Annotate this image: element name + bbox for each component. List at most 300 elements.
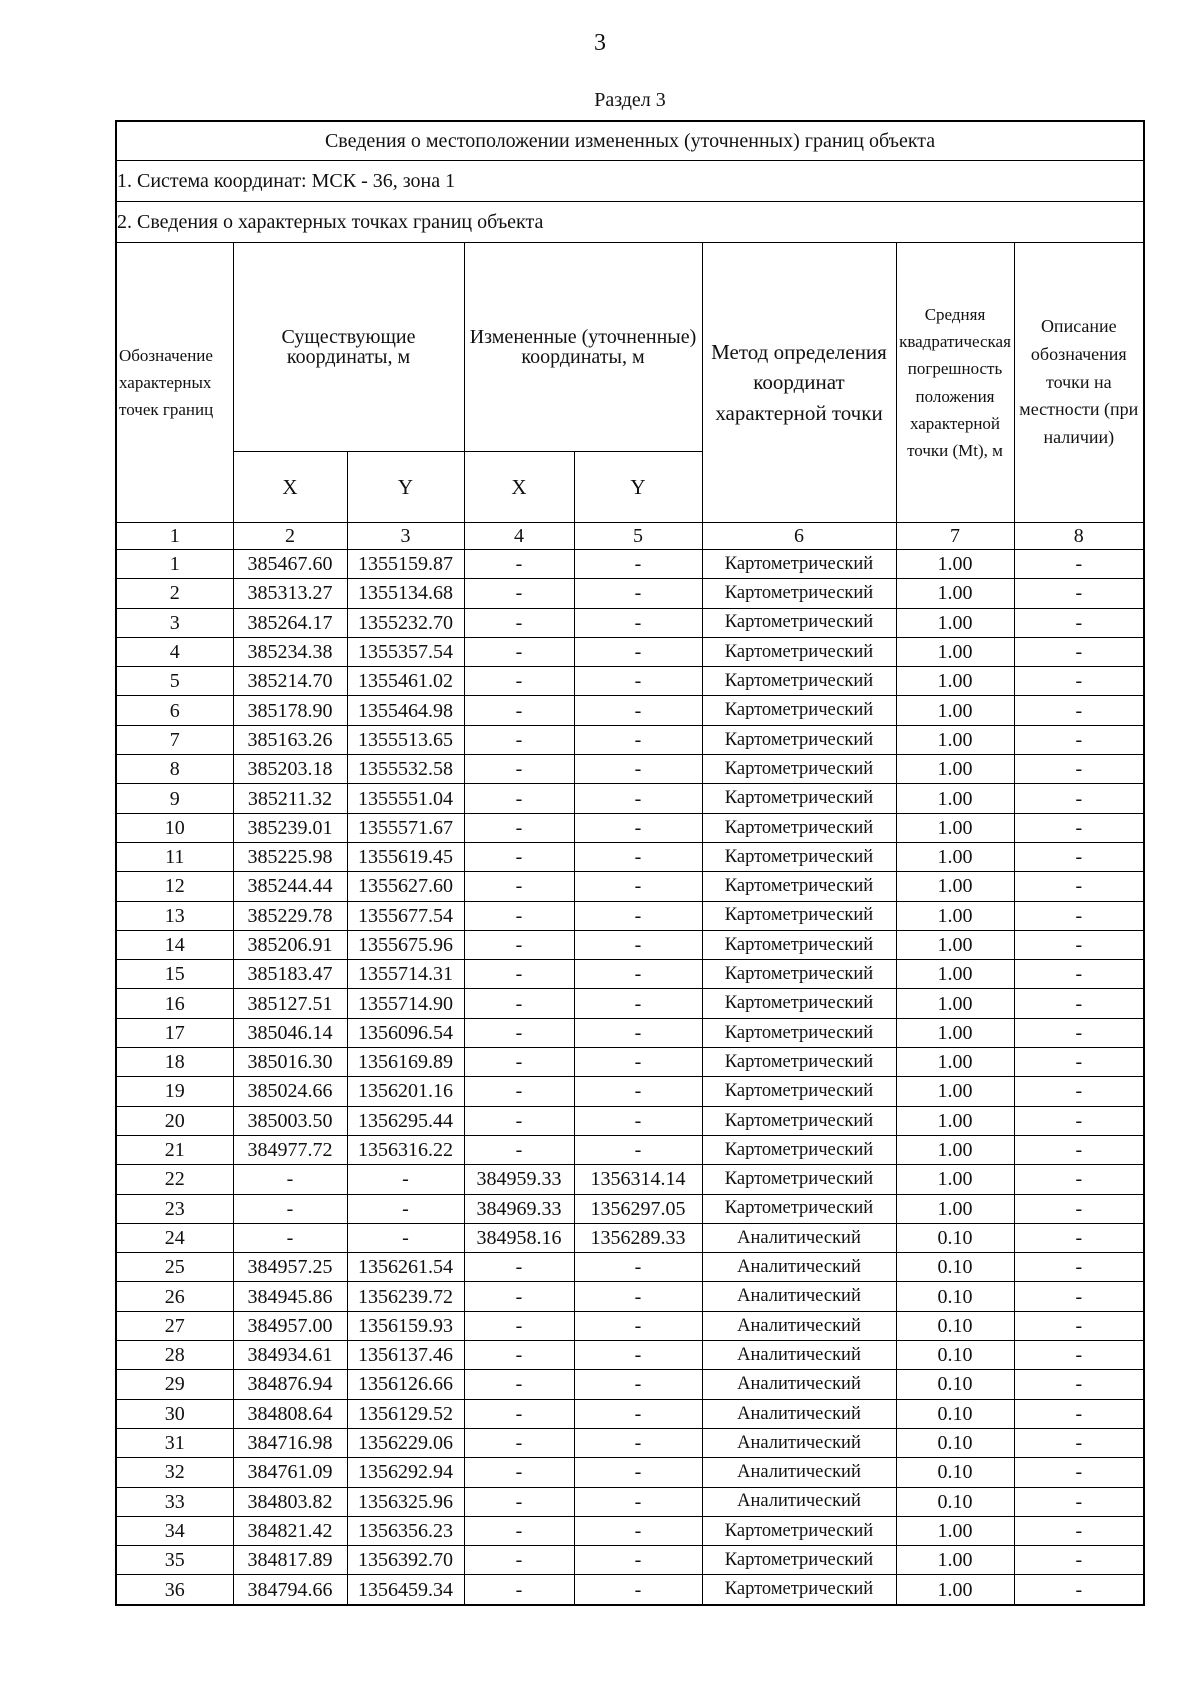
table-row [116,579,1144,608]
cell-mean-square-error: 0.10 [896,1223,1014,1252]
cell-changed-y: - [574,1311,702,1340]
cell-existing-y: 1356459.34 [347,1575,464,1605]
cell-changed-x: - [464,1575,574,1605]
cell-description: - [1014,1428,1144,1457]
cell-changed-x: - [464,1370,574,1399]
table-row [116,1223,1144,1252]
cell-changed-x: - [464,579,574,608]
cell-existing-x: - [233,1223,347,1252]
cell-existing-y: - [347,1165,464,1194]
cell-changed-x: - [464,1282,574,1311]
cell-method: Аналитический [702,1253,896,1282]
cell-changed-x: - [464,960,574,989]
cell-point-number: 14 [116,930,233,959]
cell-point-number: 30 [116,1399,233,1428]
cell-changed-x: - [464,1516,574,1545]
cell-mean-square-error: 0.10 [896,1487,1014,1516]
cell-existing-x: 385203.18 [233,755,347,784]
cell-mean-square-error: 1.00 [896,1516,1014,1545]
table-row [116,725,1144,754]
cell-point-number: 2 [116,579,233,608]
cell-point-number: 20 [116,1106,233,1135]
cell-method: Аналитический [702,1487,896,1516]
cell-mean-square-error: 1.00 [896,1135,1014,1164]
cell-changed-y: 1356297.05 [574,1194,702,1223]
cell-point-number: 24 [116,1223,233,1252]
cell-changed-y: - [574,608,702,637]
table-row [116,608,1144,637]
column-number: 8 [1014,523,1144,550]
cell-changed-x: - [464,637,574,666]
cell-mean-square-error: 1.00 [896,813,1014,842]
cell-existing-x: 384803.82 [233,1487,347,1516]
cell-existing-x: 384794.66 [233,1575,347,1605]
cell-method: Картометрический [702,608,896,637]
table-row [116,1077,1144,1106]
cell-changed-x: - [464,696,574,725]
cell-description: - [1014,1282,1144,1311]
cell-method: Картометрический [702,930,896,959]
cell-mean-square-error: 1.00 [896,842,1014,871]
cell-description: - [1014,1106,1144,1135]
cell-point-number: 4 [116,637,233,666]
table-row [116,960,1144,989]
table-row [116,550,1144,579]
cell-point-number: 10 [116,813,233,842]
cell-changed-x: - [464,725,574,754]
cell-existing-y: 1356356.23 [347,1516,464,1545]
cell-description: - [1014,842,1144,871]
table-row [116,1135,1144,1164]
table-row [116,1018,1144,1047]
cell-point-number: 27 [116,1311,233,1340]
cell-method: Картометрический [702,667,896,696]
cell-existing-x: 385127.51 [233,989,347,1018]
cell-changed-y: - [574,813,702,842]
cell-method: Картометрический [702,813,896,842]
cell-mean-square-error: 1.00 [896,1018,1014,1047]
cell-existing-x: 384817.89 [233,1546,347,1575]
cell-existing-y: 1355714.90 [347,989,464,1018]
cell-changed-x: - [464,901,574,930]
cell-changed-x: - [464,930,574,959]
cell-point-number: 22 [116,1165,233,1194]
cell-existing-x: 385016.30 [233,1048,347,1077]
cell-description: - [1014,1223,1144,1252]
cell-point-number: 35 [116,1546,233,1575]
cell-existing-y: 1356392.70 [347,1546,464,1575]
cell-description: - [1014,1077,1144,1106]
table-row [116,1546,1144,1575]
cell-changed-y: - [574,667,702,696]
cell-changed-y: - [574,1458,702,1487]
cell-existing-y: 1356325.96 [347,1487,464,1516]
header-point-designation: Обозначение характерных точек границ [116,243,233,523]
cell-changed-y: - [574,960,702,989]
cell-description: - [1014,667,1144,696]
cell-changed-x: 384959.33 [464,1165,574,1194]
cell-existing-y: 1356169.89 [347,1048,464,1077]
table-row [116,1399,1144,1428]
cell-changed-y: - [574,755,702,784]
table-row [116,1165,1144,1194]
cell-existing-y: 1355134.68 [347,579,464,608]
column-number: 5 [574,523,702,550]
cell-existing-x: 384716.98 [233,1428,347,1457]
cell-point-number: 7 [116,725,233,754]
cell-point-number: 31 [116,1428,233,1457]
cell-existing-x: 385244.44 [233,872,347,901]
cell-description: - [1014,725,1144,754]
cell-mean-square-error: 0.10 [896,1399,1014,1428]
cell-changed-y: - [574,1018,702,1047]
cell-existing-y: - [347,1223,464,1252]
cell-method: Картометрический [702,1194,896,1223]
cell-point-number: 19 [116,1077,233,1106]
cell-description: - [1014,1575,1144,1605]
table-title: Сведения о местоположении измененных (уточненных) границ объекта [116,121,1144,161]
cell-method: Картометрический [702,696,896,725]
table-row [116,667,1144,696]
cell-description: - [1014,637,1144,666]
cell-changed-x: - [464,550,574,579]
cell-existing-y: 1355532.58 [347,755,464,784]
cell-description: - [1014,901,1144,930]
cell-point-number: 15 [116,960,233,989]
cell-changed-y: - [574,842,702,871]
cell-point-number: 34 [116,1516,233,1545]
cell-mean-square-error: 0.10 [896,1458,1014,1487]
cell-mean-square-error: 1.00 [896,1194,1014,1223]
cell-description: - [1014,1516,1144,1545]
cell-changed-y: - [574,579,702,608]
cell-existing-y: 1356096.54 [347,1018,464,1047]
cell-existing-x: 385239.01 [233,813,347,842]
cell-mean-square-error: 1.00 [896,725,1014,754]
cell-method: Картометрический [702,784,896,813]
cell-method: Аналитический [702,1399,896,1428]
cell-changed-y: - [574,637,702,666]
cell-method: Картометрический [702,1575,896,1605]
cell-method: Картометрический [702,1546,896,1575]
table-row [116,1341,1144,1370]
cell-existing-x: 384821.42 [233,1516,347,1545]
cell-existing-y: 1355571.67 [347,813,464,842]
cell-changed-x: - [464,667,574,696]
table-row [116,901,1144,930]
cell-description: - [1014,960,1144,989]
cell-description: - [1014,1194,1144,1223]
cell-changed-y: - [574,930,702,959]
cell-mean-square-error: 0.10 [896,1370,1014,1399]
cell-existing-x: - [233,1194,347,1223]
cell-changed-x: - [464,608,574,637]
cell-mean-square-error: 1.00 [896,667,1014,696]
cell-description: - [1014,872,1144,901]
cell-description: - [1014,1135,1144,1164]
cell-changed-y: - [574,784,702,813]
header-existing-coordinates: Существующие координаты, м [233,243,464,452]
table-row [116,1106,1144,1135]
header-mean-square-error: Средняя квадратическая погрешность положения характерной точки (Mt), м [896,243,1014,523]
cell-method: Аналитический [702,1458,896,1487]
cell-existing-x: 384957.25 [233,1253,347,1282]
cell-description: - [1014,930,1144,959]
cell-point-number: 12 [116,872,233,901]
cell-description: - [1014,813,1144,842]
cell-changed-x: - [464,784,574,813]
cell-method: Картометрический [702,637,896,666]
cell-description: - [1014,1458,1144,1487]
cell-existing-x: 385264.17 [233,608,347,637]
header-method: Метод определения координат характерной точки [702,243,896,523]
header-existing-x: X [233,452,347,523]
cell-existing-x: 384876.94 [233,1370,347,1399]
cell-existing-x: 385046.14 [233,1018,347,1047]
cell-point-number: 36 [116,1575,233,1605]
cell-mean-square-error: 0.10 [896,1341,1014,1370]
cell-existing-x: 385024.66 [233,1077,347,1106]
cell-existing-x: 385229.78 [233,901,347,930]
cell-mean-square-error: 1.00 [896,1077,1014,1106]
cell-description: - [1014,784,1144,813]
cell-changed-y: - [574,1077,702,1106]
cell-mean-square-error: 1.00 [896,989,1014,1018]
cell-point-number: 5 [116,667,233,696]
table-row [116,872,1144,901]
cell-description: - [1014,1018,1144,1047]
cell-existing-y: 1356159.93 [347,1311,464,1340]
cell-changed-x: - [464,813,574,842]
cell-existing-y: 1355677.54 [347,901,464,930]
cell-changed-y: - [574,1487,702,1516]
cell-mean-square-error: 1.00 [896,755,1014,784]
cell-method: Картометрический [702,872,896,901]
cell-point-number: 23 [116,1194,233,1223]
table-row [116,989,1144,1018]
header-changed-coordinates: Измененные (уточненные) координаты, м [464,243,702,452]
cell-point-number: 6 [116,696,233,725]
cell-description: - [1014,1370,1144,1399]
cell-existing-y: 1355714.31 [347,960,464,989]
cell-existing-x: 384945.86 [233,1282,347,1311]
table-row [116,813,1144,842]
cell-mean-square-error: 1.00 [896,901,1014,930]
cell-existing-y: 1356201.16 [347,1077,464,1106]
cell-existing-y: 1356229.06 [347,1428,464,1457]
cell-existing-y: 1355357.54 [347,637,464,666]
cell-mean-square-error: 1.00 [896,960,1014,989]
table-row [116,1048,1144,1077]
points-heading: 2. Сведения о характерных точках границ объекта [116,202,1144,243]
column-number: 6 [702,523,896,550]
cell-existing-x: 385234.38 [233,637,347,666]
cell-changed-x: - [464,1428,574,1457]
cell-existing-y: 1355461.02 [347,667,464,696]
cell-existing-y: 1355627.60 [347,872,464,901]
cell-changed-x: - [464,1106,574,1135]
cell-mean-square-error: 0.10 [896,1428,1014,1457]
cell-description: - [1014,1165,1144,1194]
cell-changed-y: - [574,1106,702,1135]
cell-description: - [1014,1546,1144,1575]
cell-changed-y: - [574,901,702,930]
cell-method: Картометрический [702,1077,896,1106]
table-row [116,1282,1144,1311]
table-row [116,696,1144,725]
cell-mean-square-error: 1.00 [896,696,1014,725]
table-row [116,1487,1144,1516]
column-number: 2 [233,523,347,550]
header-existing-y: Y [347,452,464,523]
cell-existing-y: 1356316.22 [347,1135,464,1164]
cell-point-number: 29 [116,1370,233,1399]
cell-point-number: 11 [116,842,233,871]
cell-mean-square-error: 1.00 [896,1048,1014,1077]
cell-changed-y: 1356314.14 [574,1165,702,1194]
cell-changed-y: - [574,1135,702,1164]
table-row [116,1253,1144,1282]
cell-existing-y: 1355159.87 [347,550,464,579]
cell-existing-x: 385225.98 [233,842,347,871]
section-title: Раздел 3 [594,89,666,111]
cell-changed-x: 384969.33 [464,1194,574,1223]
cell-method: Картометрический [702,725,896,754]
cell-description: - [1014,1048,1144,1077]
cell-changed-y: - [574,1399,702,1428]
cell-changed-x: - [464,1399,574,1428]
cell-point-number: 25 [116,1253,233,1282]
cell-method: Картометрический [702,989,896,1018]
cell-existing-y: 1356137.46 [347,1341,464,1370]
cell-changed-y: - [574,1048,702,1077]
cell-existing-x: - [233,1165,347,1194]
cell-method: Аналитический [702,1341,896,1370]
cell-changed-x: - [464,1135,574,1164]
cell-mean-square-error: 1.00 [896,872,1014,901]
cell-existing-x: 384977.72 [233,1135,347,1164]
cell-existing-y: 1355619.45 [347,842,464,871]
coordinates-table [115,120,1145,1606]
cell-changed-y: - [574,725,702,754]
cell-method: Картометрический [702,1018,896,1047]
cell-existing-y: 1355551.04 [347,784,464,813]
cell-description: - [1014,755,1144,784]
cell-existing-x: 385178.90 [233,696,347,725]
cell-changed-y: - [574,1546,702,1575]
cell-mean-square-error: 1.00 [896,579,1014,608]
cell-changed-y: 1356289.33 [574,1223,702,1252]
cell-description: - [1014,989,1144,1018]
cell-existing-y: 1356292.94 [347,1458,464,1487]
cell-changed-x: - [464,1341,574,1370]
cell-mean-square-error: 1.00 [896,784,1014,813]
cell-changed-y: - [574,1341,702,1370]
column-number: 3 [347,523,464,550]
cell-method: Картометрический [702,960,896,989]
column-number-row [116,523,1144,550]
cell-changed-y: - [574,696,702,725]
table-row [116,784,1144,813]
cell-mean-square-error: 1.00 [896,1106,1014,1135]
cell-method: Картометрический [702,579,896,608]
cell-changed-x: 384958.16 [464,1223,574,1252]
cell-changed-y: - [574,1428,702,1457]
cell-point-number: 33 [116,1487,233,1516]
cell-mean-square-error: 1.00 [896,1575,1014,1605]
cell-changed-x: - [464,1311,574,1340]
cell-changed-x: - [464,1048,574,1077]
cell-changed-x: - [464,1018,574,1047]
column-number: 1 [116,523,233,550]
table-row [116,1194,1144,1223]
cell-existing-x: 384957.00 [233,1311,347,1340]
table-row [116,930,1144,959]
cell-changed-x: - [464,1546,574,1575]
cell-mean-square-error: 1.00 [896,1546,1014,1575]
cell-method: Аналитический [702,1223,896,1252]
table-row [116,1428,1144,1457]
cell-mean-square-error: 1.00 [896,930,1014,959]
coordinate-system: 1. Система координат: МСК - 36, зона 1 [116,161,1144,202]
cell-existing-x: 385467.60 [233,550,347,579]
cell-changed-x: - [464,1458,574,1487]
cell-point-number: 18 [116,1048,233,1077]
cell-existing-x: 385313.27 [233,579,347,608]
cell-mean-square-error: 0.10 [896,1253,1014,1282]
cell-changed-y: - [574,989,702,1018]
table-row [116,1516,1144,1545]
header-description: Описание обозначения точки на местности (при наличии) [1014,243,1144,523]
cell-existing-y: 1356239.72 [347,1282,464,1311]
cell-method: Картометрический [702,1048,896,1077]
cell-point-number: 3 [116,608,233,637]
cell-existing-y: 1355464.98 [347,696,464,725]
cell-description: - [1014,1311,1144,1340]
cell-changed-y: - [574,1516,702,1545]
cell-description: - [1014,550,1144,579]
table-row [116,1370,1144,1399]
cell-method: Аналитический [702,1428,896,1457]
cell-existing-x: 385211.32 [233,784,347,813]
cell-existing-y: 1356126.66 [347,1370,464,1399]
table-row [116,755,1144,784]
cell-method: Аналитический [702,1311,896,1340]
cell-changed-x: - [464,872,574,901]
cell-method: Картометрический [702,550,896,579]
cell-existing-x: 384808.64 [233,1399,347,1428]
cell-mean-square-error: 1.00 [896,1165,1014,1194]
cell-method: Картометрический [702,1106,896,1135]
cell-method: Аналитический [702,1370,896,1399]
cell-point-number: 1 [116,550,233,579]
cell-existing-y: 1356295.44 [347,1106,464,1135]
cell-mean-square-error: 1.00 [896,608,1014,637]
table-row [116,1575,1144,1605]
cell-point-number: 9 [116,784,233,813]
cell-changed-y: - [574,1370,702,1399]
cell-existing-x: 385163.26 [233,725,347,754]
cell-changed-x: - [464,989,574,1018]
cell-point-number: 26 [116,1282,233,1311]
table-row [116,842,1144,871]
cell-existing-y: 1355232.70 [347,608,464,637]
cell-changed-x: - [464,755,574,784]
cell-existing-x: 384934.61 [233,1341,347,1370]
cell-existing-x: 385183.47 [233,960,347,989]
cell-changed-x: - [464,1487,574,1516]
cell-method: Картометрический [702,755,896,784]
